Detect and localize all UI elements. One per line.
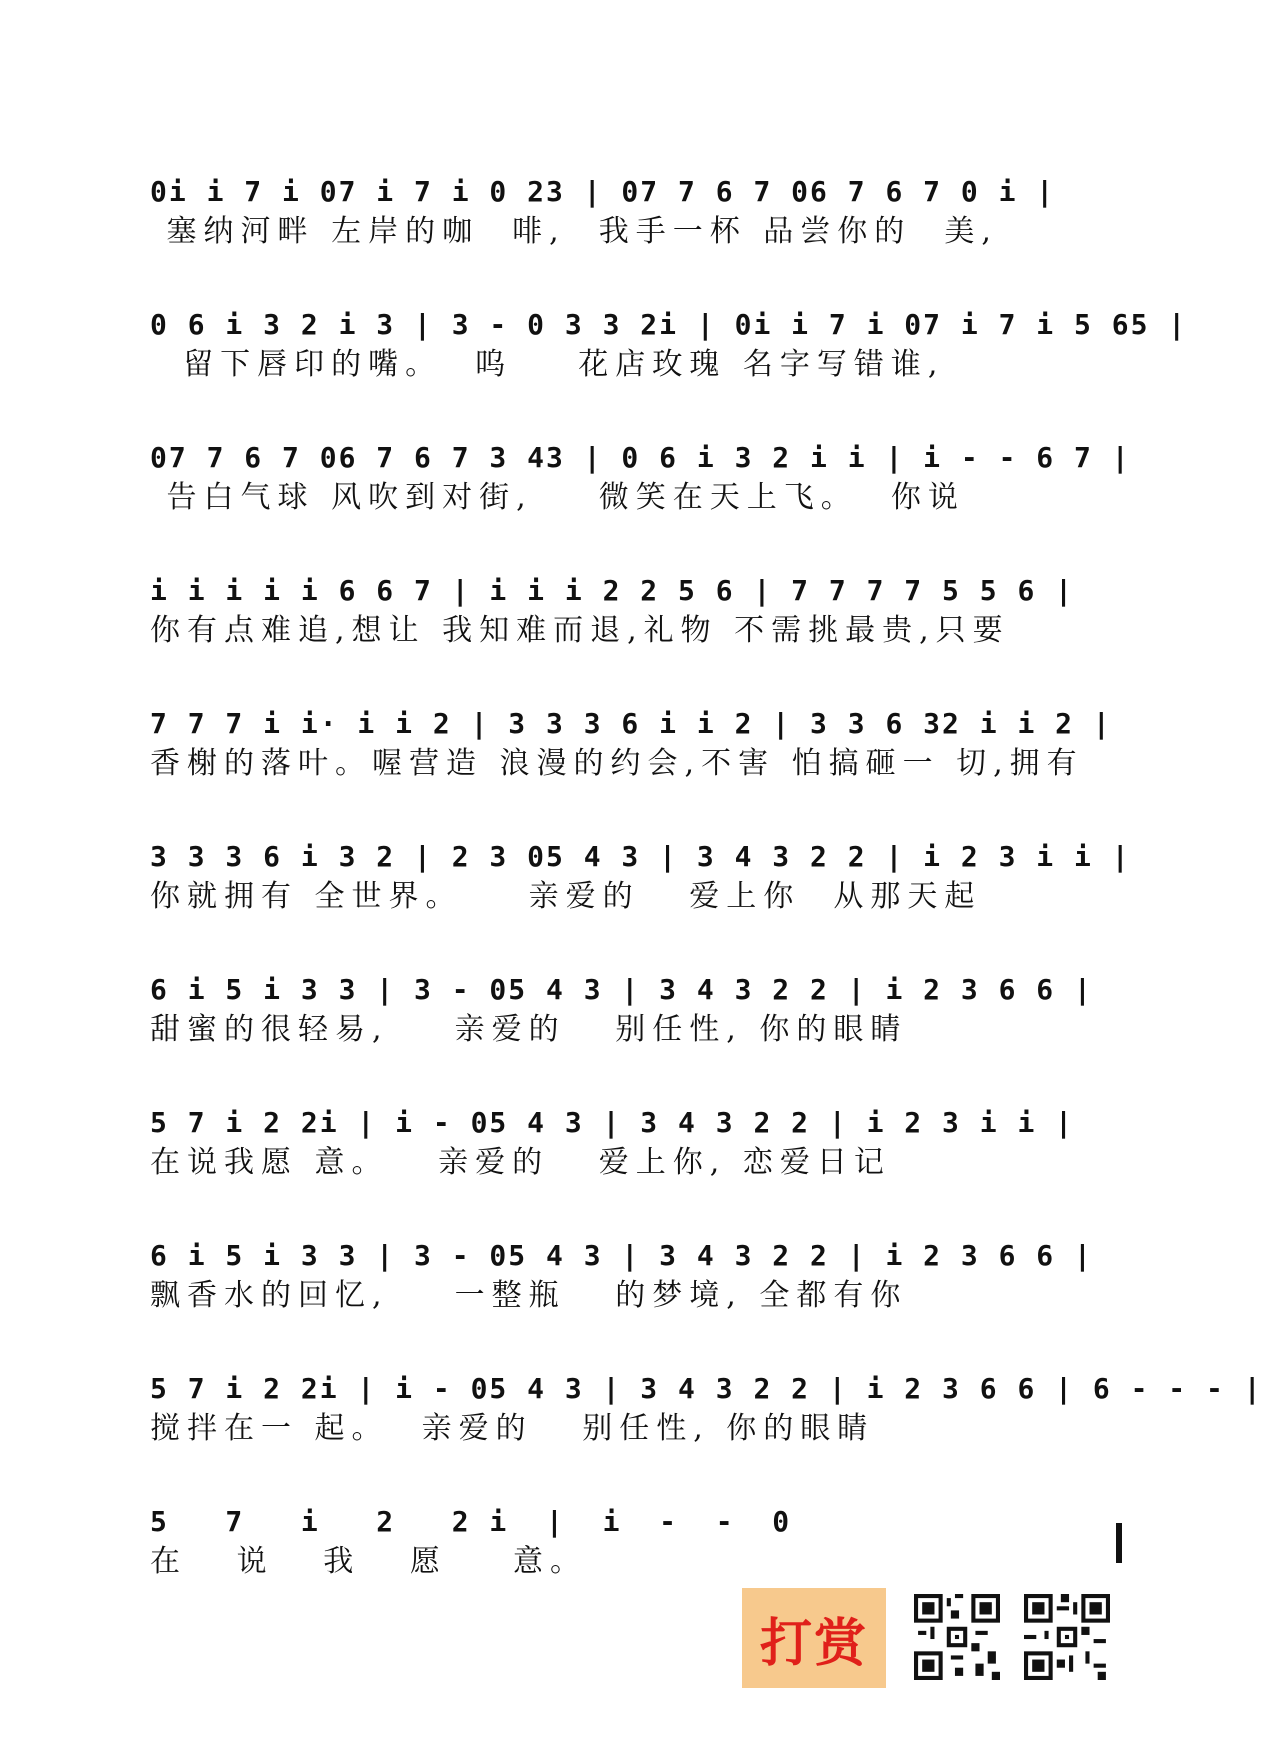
lyrics-line: 甜蜜的很轻易, 亲爱的 别任性, 你的眼睛 — [150, 1012, 908, 1047]
score-line — [150, 1214, 1130, 1347]
lyrics-line: 香榭的落叶。喔营造 浪漫的约会,不害 怕搞砸一 切,拥有 — [150, 746, 1084, 781]
lyrics-line: 飘香水的回忆, 一整瓶 的梦境, 全都有你 — [150, 1278, 908, 1313]
score-line — [150, 416, 1130, 549]
notation-line: 07 7 6 7 06 7 6 7 3 43 | 0 6 i 3 2 i i | i - - 6 7 | — [150, 441, 1131, 474]
notation-line: i i i i i 6 6 7 | i i i 2 2 5 6 | 7 7 7 7 5 5 6 | — [150, 574, 1075, 607]
notation-line: 5 7 i 2 2i | i - 05 4 3 | 3 4 3 2 2 | i 2 3 i i | — [150, 1106, 1075, 1139]
score-line — [150, 682, 1130, 815]
lyrics-line: 你就拥有 全世界。 亲爱的 爱上你 从那天起 — [150, 879, 982, 914]
score-line — [150, 150, 1130, 283]
lyrics-line: 告白气球 风吹到对街, 微笑在天上飞。 你说 — [150, 480, 965, 515]
notation-line: 0i i 7 i 07 i 7 i 0 23 | 07 7 6 7 06 7 6 7 0 i | — [150, 175, 1056, 208]
qr-code-icon[interactable] — [914, 1594, 1000, 1680]
score-sheet — [150, 150, 1263, 1613]
final-barline — [1116, 1523, 1122, 1563]
score-line — [150, 549, 1130, 682]
score-line — [150, 815, 1130, 948]
lyrics-line: 在 说 我 愿 意。 — [150, 1544, 587, 1579]
notation-line: 6 i 5 i 3 3 | 3 - 05 4 3 | 3 4 3 2 2 | i 2 3 6 6 | — [150, 973, 1093, 1006]
notation-line: 5 7 i 2 2 i | i - - 0 — [150, 1505, 792, 1538]
score-line — [150, 283, 1188, 416]
lyrics-line: 你有点难追,想让 我知难而退,礼物 不需挑最贵,只要 — [150, 613, 1010, 648]
score-line — [150, 948, 1130, 1081]
notation-line: 0 6 i 3 2 i 3 | 3 - 0 3 3 2i | 0i i 7 i 07 i 7 i 5 65 | — [150, 308, 1188, 341]
qr-code-icon[interactable] — [1024, 1594, 1110, 1680]
notation-line: 6 i 5 i 3 3 | 3 - 05 4 3 | 3 4 3 2 2 | i 2 3 6 6 | — [150, 1239, 1093, 1272]
lyrics-line: 在说我愿 意。 亲爱的 爱上你, 恋爱日记 — [150, 1145, 891, 1180]
score-line — [150, 1347, 1263, 1480]
tip-label: 打赏 — [759, 1612, 868, 1674]
notation-line: 5 7 i 2 2i | i - 05 4 3 | 3 4 3 2 2 | i 2 3 6 6 | 6 - - - | — [150, 1372, 1263, 1405]
lyrics-line: 塞纳河畔 左岸的咖 啡, 我手一杯 品尝你的 美, — [150, 214, 998, 249]
tip-button[interactable] — [742, 1588, 886, 1688]
notation-line: 3 3 3 6 i 3 2 | 2 3 05 4 3 | 3 4 3 2 2 | i 2 3 i i | — [150, 840, 1131, 873]
lyrics-line: 留下唇印的嘴。 呜 花店玫瑰 名字写错谁, — [150, 347, 945, 382]
notation-line: 7 7 7 i i· i i 2 | 3 3 3 6 i i 2 | 3 3 6 32 i i 2 | — [150, 707, 1112, 740]
lyrics-line: 搅拌在一 起。 亲爱的 别任性, 你的眼睛 — [150, 1411, 875, 1446]
score-line — [150, 1081, 1130, 1214]
